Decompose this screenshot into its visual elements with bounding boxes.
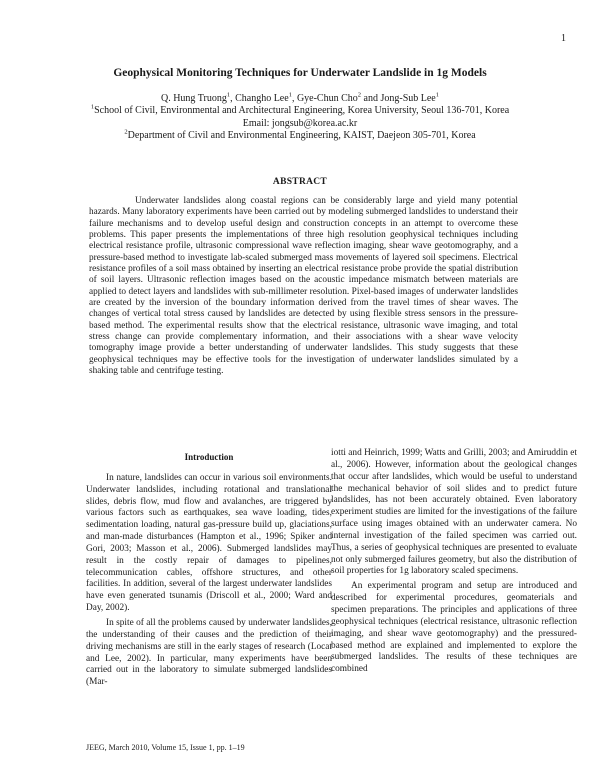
abstract-heading: ABSTRACT [272, 177, 328, 187]
intro-paragraph-4: An experimental program and setup are introduced and described for experimental procedures, geomaterials and specimen preparations. The principles and applications of three geophysical techniques (electrical resistance, ultrasonic reflection imaging, and shear wave geotomography) and the pressured-based method are explained and implemented to explore the submerged landslides. The results of these techniques are combined [331, 581, 577, 675]
left-column [86, 452, 332, 689]
author-block [0, 93, 600, 143]
section-heading-introduction: Introduction [184, 452, 234, 462]
paper-title: Geophysical Monitoring Techniques for Underwater Landslide in 1g Models [113, 67, 487, 79]
intro-paragraph-3: iotti and Heinrich, 1999; Watts and Grilli, 2003; and Amiruddin et al., 2006). However, information about the geological changes that occur after landslides, which would be useful to understand the mechanical behavior of soil slides and to predict future landslides, has not been accurately obtained. Even laboratory experiment studies are limited for the investigations of the failure surface using images obtained with an underwater camera. No internal investigation of the failed specimen was carried out. Thus, a series of geophysical techniques are presented to evaluate not only submerged failures geometry, but also the distribution of soil properties for 1g laboratory scaled specimens. [331, 448, 577, 577]
page-number: 1 [561, 33, 566, 44]
intro-paragraph-1: In nature, landslides can occur in various soil environments. Underwater landslides, including rotational and translational slides, debris flow, mud flow and avalanches, are triggered by various factors such as earthquakes, sea wave loading, tides, sedimentation loading, natural gas-pressure build up, glaciations, and man-made disturbances (Hampton et al., 1996; Spiker and Gori, 2003; Masson et al., 2006). Submerged landslides may result in the costly repair of damages to pipelines, telecommunication cables, offshore structures, and other facilities. In addition, several of the largest underwater landslides have even generated tsunamis (Driscoll et al., 2000; Ward and Day, 2002). [86, 472, 332, 614]
abstract-paragraph: Underwater landslides along coastal regions can be considerably large and yield many potential hazards. Many laboratory experiments have been carried out by modeling submerged landslides to understand their failure mechanisms and to develop useful design and construction concepts in an attempt to overcome these problems. This paper presents the implementations of three high resolution geophysical techniques including electrical resistance profile, ultrasonic compressional wave reflection imaging, shear wave geotomography, and a pressure-based method to investigate lab-scaled submerged mass movements of layered soil specimens. Electrical resistance profiles of a soil mass obtained by inserting an electrical resistance probe provide the spatial distribution of soil layers. Ultrasonic reflection images based on the acoustic impedance mismatch between materials are applied to detect layers and landslides with sub-millimeter resolution. Pixel-based images of underwater landslides are created by the inversion of the boundary information derived from the travel times of shear waves. The changes of vertical total stress caused by landslides are detected by using flexible stress sensors in the pressure-based method. The experimental results show that the electrical resistance, ultrasonic wave imaging, and total stress change can provide complementary information, and their associations with a shear wave velocity tomography image provide a better understanding of underwater landslides. This study suggests that these geophysical techniques may be effective tools for the investigation of underwater landslides simulated by a shaking table and centrifuge testing. [89, 196, 518, 377]
journal-footer: JEEG, March 2010, Volume 15, Issue 1, pp. 1–19 [86, 743, 245, 752]
affiliation-2: $^2$Department of Civil and Environmental Engineering, KAIST, Daejeon 305-701, Korea [124, 128, 476, 142]
intro-paragraph-2: In spite of all the problems caused by underwater landslides, the understanding of their causes and the prediction of their driving mechanisms are still in the early stages of research (Locat and Lee, 2002). In particular, many experiments have been carried out in the laboratory to simulate submerged landslides (Mar- [86, 617, 332, 688]
abstract-body [89, 196, 518, 378]
author-email: Email: jongsub@korea.ac.kr [242, 117, 358, 129]
author-list: Q. Hung Truong$^1$, Changho Lee$^1$, Gye-Chun Cho$^2$ and Jong-Sub Lee$^1$ [160, 91, 439, 104]
affiliation-1: $^1$School of Civil, Environmental and Architectural Engineering, Korea University, Seoul 136-701, Korea [90, 104, 510, 117]
right-column [331, 448, 577, 676]
